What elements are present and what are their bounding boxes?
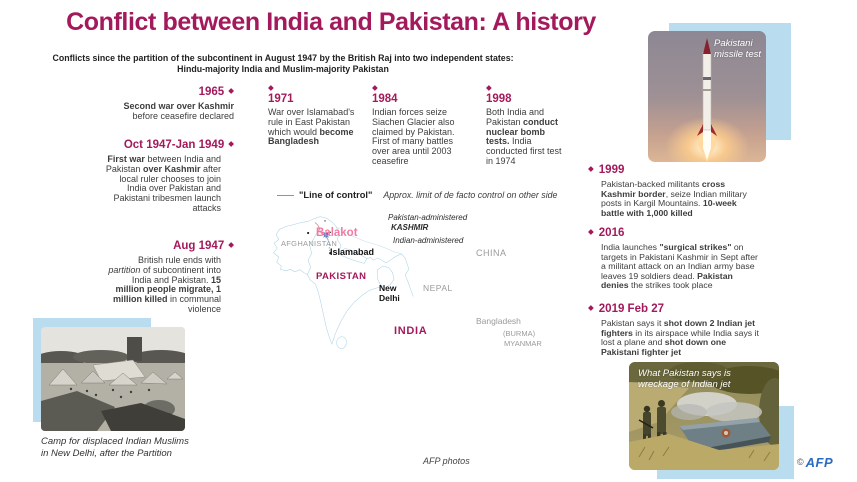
label-myanmar: MYANMAR [504,339,542,348]
label-china: CHINA [476,248,507,258]
label-burma: (BURMA) [503,329,536,338]
timeline-text: Second war over Kashmir before ceasefire declared [123,101,234,121]
label-india: INDIA [394,325,428,337]
timeline-text: First war between India and Pakistan over Kashmir after local ruler chooses to join India over Pakistan and Pakistani tribesmen launch attacks [105,154,221,213]
caption-line: missile test [714,49,761,60]
afp-logo [797,454,833,472]
camp-photo-caption [41,436,189,459]
timeline-year: Oct 1947-Jan 1949 [123,139,225,151]
label-pakistan: PAKISTAN [316,271,367,282]
diamond-icon: ◆ [588,164,594,173]
missile-test-photo [648,31,766,162]
legend-label: "Line of control" [299,190,373,200]
timeline-year-row [64,236,234,254]
photo-credit: AFP photos [423,456,470,466]
timeline-year-row [588,160,760,178]
subtitle-line2: Hindu-majority India and Muslim-majority Pakistan [177,63,389,74]
timeline-year-row [588,223,760,241]
timeline-text: Pakistan says it shot down 2 Indian jet fighters in its airspace while India says it lost a plane and shot down one Pakistani fighter jet [601,318,759,357]
timeline-year: 2019 Feb 27 [598,303,664,315]
diamond-icon: ◆ [228,139,234,148]
sri-lanka-outline [337,337,347,349]
diamond-icon: ◆ [228,86,234,95]
caption-line: Pakistani [714,38,753,49]
timeline-year: 1999 [598,164,625,176]
timeline-text: War over Islamabad's rule in East Pakistan which would become Bangladesh [268,107,355,147]
label-islamabad: Islamabad [330,247,375,257]
wreckage-photo-caption [638,368,731,390]
label-indian-administered: Indian-administered [393,236,464,245]
label-kashmir: KASHMIR [391,223,429,232]
timeline-year-row [64,82,234,100]
timeline-year: 2016 [598,227,625,239]
timeline-year: 1984 [372,93,398,105]
copyright-symbol: © [797,457,804,467]
diamond-icon: ◆ [372,83,378,92]
timeline-year-row [588,299,760,317]
legend-note: Approx. limit of de facto control on other side [383,190,558,200]
timeline-item-1998 [486,84,562,167]
diamond-icon: ◆ [268,83,274,92]
timeline-text: British rule ends with partition of subcontinent into India and Pakistan. 15 million people migrate, 1 million killed in communal violence [108,255,221,314]
label-balakot: Balakot [316,227,358,239]
timeline-year: 1965 [198,86,225,98]
fort-tower [127,337,142,361]
timeline-item-2019 [588,299,760,357]
pakistan-administered-dot [324,220,325,221]
timeline-year-row [64,135,234,153]
timeline-item-aug-1947 [64,236,234,315]
timeline-text: Pakistan-backed militants cross Kashmir border, seize Indian military posts in Kargil Mountains. 10-week battle with 1,000 killed [601,179,747,218]
timeline-item-1947-1949 [64,135,234,214]
camp-photo-art [41,327,185,431]
partition-camp-photo [41,327,185,431]
caption-line: wreckage of Indian jet [638,379,731,390]
diamond-icon: ◆ [486,83,492,92]
subtitle [33,53,533,74]
page-title: Conflict between India and Pakistan: A history [66,8,596,36]
caption-line: Camp for displaced Indian Muslims [41,436,189,447]
label-bangladesh: Bangladesh [476,316,521,326]
missile-photo-caption [714,38,761,60]
diamond-icon: ◆ [588,303,594,312]
subtitle-line1: Conflicts since the partition of the subcontinent in August 1947 by the British Raj into two independent states: [52,53,514,63]
timeline-item-1971 [268,84,360,147]
label-nepal: NEPAL [423,283,453,293]
label-afghanistan: AFGHANISTAN [281,239,338,248]
line-of-control-swatch [277,195,294,196]
timeline-item-1984 [372,84,468,167]
timeline-year: Aug 1947 [173,240,225,252]
timeline-text: India launches "surgical strikes" on targets in Pakistani Kashmir in Sept after a militant attack on an Indian army base leaves 19 soldiers dead. Pakistan denies the strikes took place [601,242,758,290]
timeline-text: Both India and Pakistan conduct nuclear bomb tests. India conducted first test in 1974 [486,107,562,166]
label-new-delhi: New Delhi [379,283,400,303]
timeline-item-1999 [588,160,760,218]
timeline-item-1965 [64,82,234,122]
diamond-icon: ◆ [588,227,594,236]
afp-logo-text: AFP [805,455,834,470]
islamabad-marker [307,232,309,234]
caption-line: What Pakistan says is [638,368,731,379]
timeline-text: Indian forces seize Siachen Glacier also claimed by Pakistan. First of many battles over area until 2003 ceasefire [372,107,455,166]
diamond-icon: ◆ [228,240,234,249]
timeline-item-2016 [588,223,760,291]
caption-line: in New Delhi, after the Partition [41,447,172,459]
timeline-year: 1971 [268,93,294,105]
timeline-year: 1998 [486,93,512,105]
label-pakistan-administered: Pakistan-administered [388,213,468,222]
jet-wreckage-photo [629,362,779,470]
